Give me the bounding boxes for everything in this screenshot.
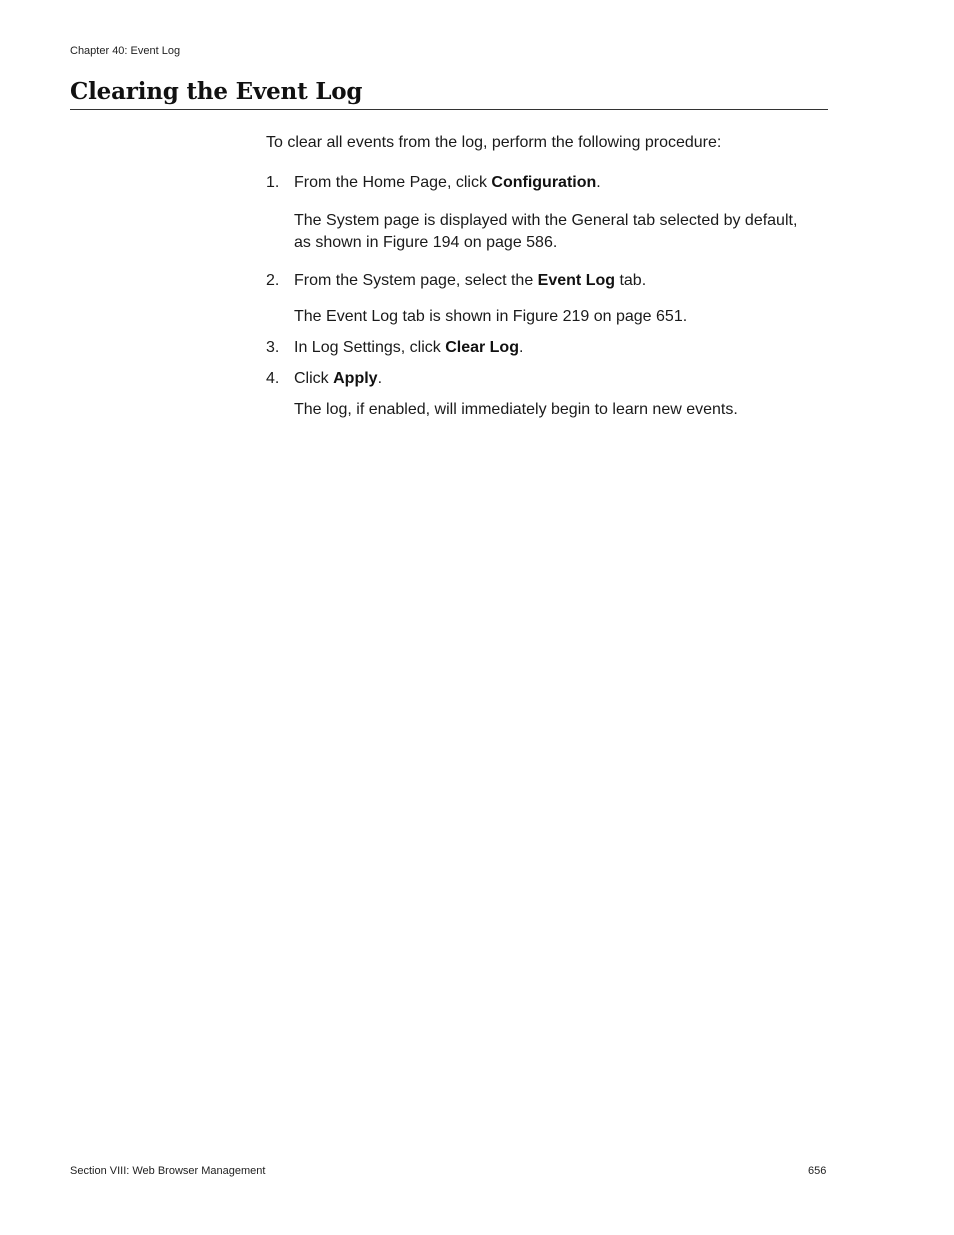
step-number: 4. xyxy=(266,370,280,387)
page-number: 656 xyxy=(808,1165,827,1177)
ui-term-event-log: Event Log xyxy=(537,272,616,289)
intro-paragraph: To clear all events from the log, perform the following procedure: xyxy=(266,134,722,151)
step-number: 1. xyxy=(266,174,280,191)
step-2 xyxy=(266,270,806,292)
step-text-end: tab. xyxy=(615,272,647,289)
step-text: From the System page, select the xyxy=(294,272,538,289)
step-text-end: . xyxy=(518,339,524,356)
title-rule xyxy=(70,109,828,110)
step-4-note: The log, if enabled, will immediately begin to learn new events. xyxy=(294,401,738,418)
step-2-note: The Event Log tab is shown in Figure 219 on page 651. xyxy=(294,308,688,325)
step-number: 3. xyxy=(266,339,280,356)
step-text: In Log Settings, click xyxy=(294,339,446,356)
running-head: Chapter 40: Event Log xyxy=(70,45,181,57)
procedure-body xyxy=(266,132,806,421)
step-3 xyxy=(266,337,806,359)
step-text: Click xyxy=(294,370,334,387)
step-number: 2. xyxy=(266,272,280,289)
ui-term-configuration: Configuration xyxy=(491,174,597,191)
ui-term-apply: Apply xyxy=(333,370,378,387)
ui-term-clear-log: Clear Log xyxy=(445,339,519,356)
step-1-note: The System page is displayed with the General tab selected by default, as shown in Figure 194 on page 586. xyxy=(294,212,798,251)
step-text-end: . xyxy=(596,174,601,191)
step-1 xyxy=(266,172,806,194)
section-title: Clearing the Event Log xyxy=(70,78,363,105)
step-4 xyxy=(266,368,806,390)
step-text: From the Home Page, click xyxy=(294,174,492,191)
step-text-end: . xyxy=(377,370,383,387)
footer-section-label: Section VIII: Web Browser Management xyxy=(70,1165,266,1177)
